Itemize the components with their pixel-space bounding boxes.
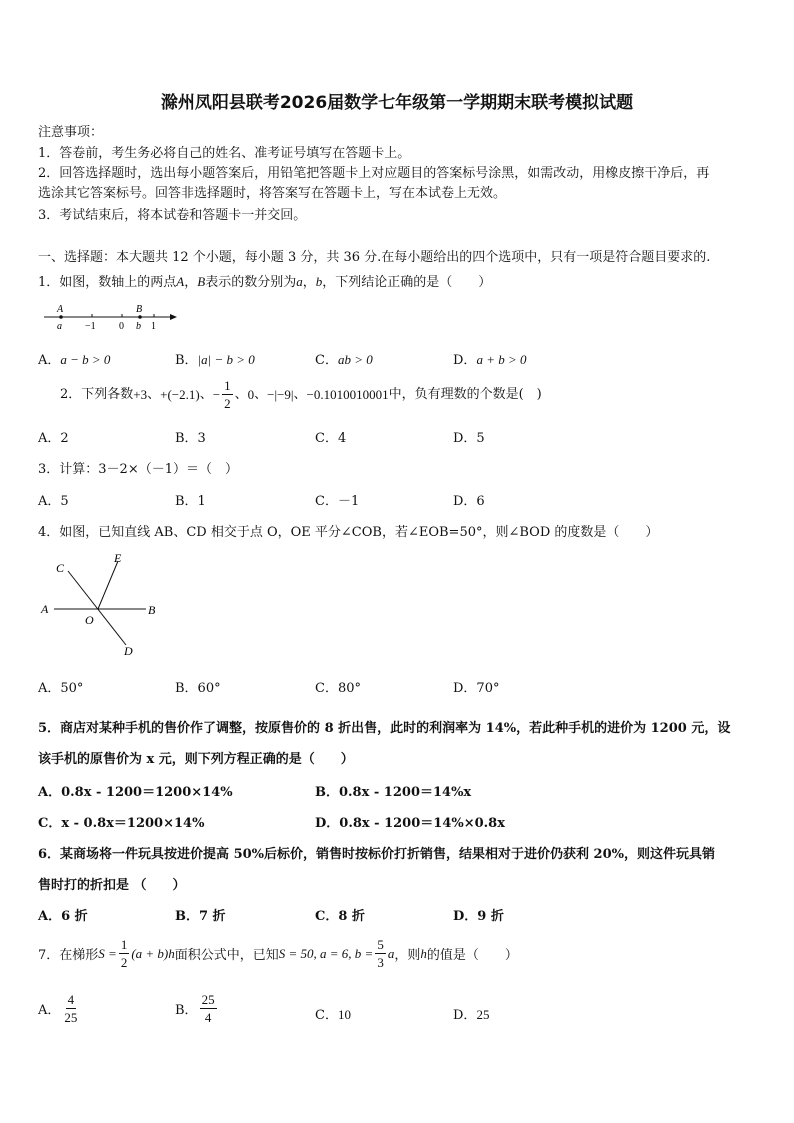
notice-heading: 注意事项： [38,125,104,140]
q1-option-c: C．ab > 0 [315,352,373,368]
notice-item: 2．回答选择题时，选出每小题答案后，用铅笔把答题卡上对应题目的答案标号涂黑，如需改动，用橡皮擦干净后，再 [38,166,710,181]
q6-option-a: A．6 折 [38,909,88,924]
page-title: 滁州凤阳县联考2026届数学七年级第一学期期末联考模拟试题 [160,93,634,113]
label-E: E [114,551,122,565]
q5-option-c: C．x - 0.8x＝1200×14% [38,816,205,831]
q7-option-b: B． $\frac{25}{4}$ [175,992,215,1025]
q7-option-c: C．10 [315,1007,351,1023]
q2-option-c: C．4 [315,431,347,446]
intersecting-lines-figure [36,548,166,663]
q3-option-c: C．－1 [315,494,360,509]
q6-option-c: C．8 折 [315,909,365,924]
axis-label-b: b [136,321,141,332]
axis-tick-one: 1 [151,321,156,332]
label-C: C [56,561,65,575]
axis-tick-minus-one: −1 [85,321,96,332]
question-1-stem: 1．如图，数轴上的两点A，B表示的数分别为a，b，下列结论正确的是（ ） [38,274,492,290]
q4-option-a: A．50° [38,681,84,696]
q3-option-a: A．5 [38,494,69,509]
axis-label-B: B [136,304,143,315]
notice-item: 1．答卷前，考生务必将自己的姓名、准考证号填写在答题卡上。 [38,146,411,161]
axis-tick-zero: 0 [119,321,124,332]
q3-option-d: D．6 [453,494,485,509]
q3-option-b: B．1 [175,494,206,509]
q1-option-b: B．|a| − b > 0 [175,352,255,368]
axis-label-A: A [57,304,64,315]
q7-option-a: A． $\frac{4}{25}$ [38,992,78,1025]
question-5-stem-line2: 该手机的原售价为 x 元，则下列方程正确的是（ ） [38,752,354,767]
q5-option-d: D．0.8x - 1200＝14%×0.8x [315,816,505,831]
label-O: O [85,613,94,627]
q1-option-d: D．a + b > 0 [453,352,527,368]
label-A: A [41,602,49,616]
q4-option-c: C．80° [315,681,361,696]
notice-item: 3．考试结束后，将本试卷和答题卡一并交回。 [38,208,307,223]
q6-option-b: B．7 折 [175,909,226,924]
q1-option-a: A．a − b > 0 [38,352,111,368]
q7-option-d: D．25 [453,1007,490,1023]
q2-option-a: A．2 [38,431,69,446]
label-B: B [148,603,156,617]
q4-option-b: B．60° [175,681,221,696]
question-2-stem: 2．下列各数 +3 、 +(−2.1) 、 − $\frac{1}{2}$ 、 0 、 −|−9| 、 −0.1010010001 中，负有理数的个数是( ) [60,378,542,411]
number-line-figure [40,300,180,334]
q6-option-d: D．9 折 [453,909,504,924]
question-7-stem: 7．在梯形 S = $\frac{1}{2}$ (a + b)h 面积公式中，已知 S = 50, a = 6, b = $\frac{5}{3}$ a ，则 h 的值是（ ） [38,937,518,970]
question-4-stem: 4．如图，已知直线 AB、CD 相交于点 O，OE 平分∠COB，若∠EOB=50°，则∠BOD 的度数是（ ） [38,525,659,540]
notice-item: 选涂其它答案标号。回答非选择题时，将答案写在答题卡上，写在本试卷上无效。 [38,186,507,201]
section-heading: 一、选择题：本大题共 12 个小题，每小题 3 分，共 36 分.在每小题给出的四个选项中，只有一项是符合题目要求的. [38,250,711,265]
question-6-stem-line2: 售时打的折扣是 （ ） [38,878,186,893]
q2-option-b: B．3 [175,431,206,446]
q5-option-b: B．0.8x - 1200＝14%x [315,785,472,800]
q2-option-d: D．5 [453,431,485,446]
label-D: D [124,644,133,658]
question-5-stem-line1: 5．商店对某种手机的售价作了调整，按原售价的 8 折出售，此时的利润率为 14%，若此种手机的进价为 1200 元，设 [38,721,731,736]
question-6-stem-line1: 6．某商场将一件玩具按进价提高 50%后标价，销售时按标价打折销售，结果相对于进价仍获利 20%，则这件玩具销 [38,847,715,862]
q4-option-d: D．70° [453,681,500,696]
q5-option-a: A．0.8x - 1200＝1200×14% [38,785,233,800]
question-3-stem: 3．计算：3－2×（－1）＝（ ） [38,462,238,477]
axis-label-a: a [57,321,62,332]
